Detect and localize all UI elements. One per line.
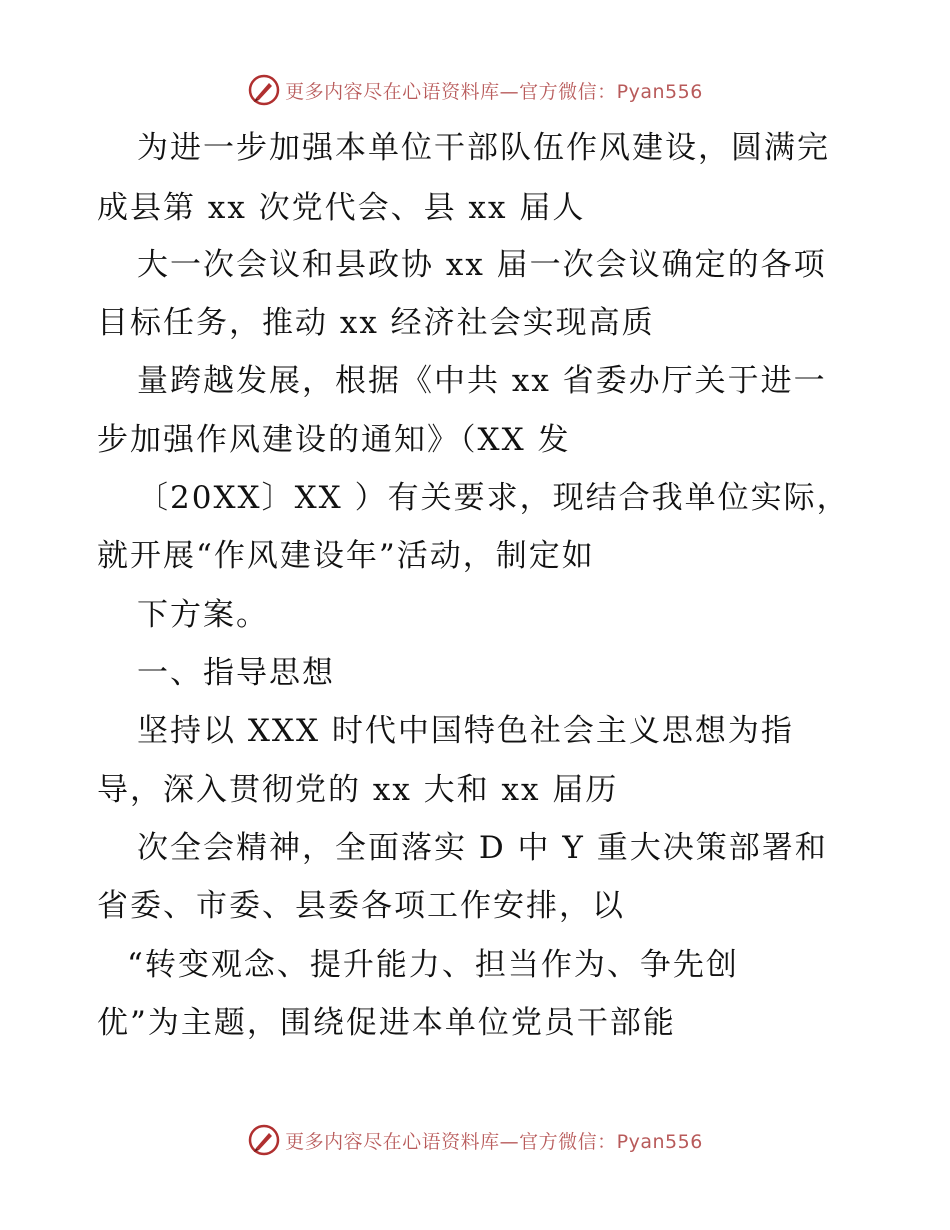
text-line: 次全会精神，全面落实 D 中 Y 重大决策部署和 xyxy=(137,830,828,866)
text-line: 步加强作风建设的通知》（XX 发 xyxy=(97,422,571,458)
text-line: 就开展“作风建设年”活动，制定如 xyxy=(97,538,595,574)
text-line: 坚持以 XXX 时代中国特色社会主义思想为指 xyxy=(137,713,794,749)
text-line: “转变观念、提升能力、担当作为、争先创 xyxy=(127,947,739,983)
text-line: 导，深入贯彻党的 xx 大和 xx 届历 xyxy=(97,772,619,808)
text-line: 省委、市委、县委各项工作安排，以 xyxy=(97,888,625,924)
text-line: 成县第 xx 次党代会、县 xx 届人 xyxy=(97,190,586,226)
text-line: 下方案。 xyxy=(137,597,269,633)
text-line: 〔20XX〕XX ）有关要求，现结合我单位实际， xyxy=(137,480,850,516)
text-line: 目标任务，推动 xx 经济社会实现高质 xyxy=(97,305,655,341)
pen-circle-logo-icon xyxy=(247,73,281,107)
text-line: 大一次会议和县政协 xx 届一次会议确定的各项 xyxy=(137,247,827,283)
text-line: 为进一步加强本单位干部队伍作风建设，圆满完 xyxy=(137,130,830,166)
footer-watermark-text: 更多内容尽在心语资料库—官方微信：Pyan556 xyxy=(285,1130,703,1153)
header-watermark-text: 更多内容尽在心语资料库—官方微信：Pyan556 xyxy=(285,80,703,103)
header-watermark-banner xyxy=(0,70,950,110)
text-line: 量跨越发展，根据《中共 xx 省委办厅关于进一 xyxy=(137,363,827,399)
pen-circle-logo-icon xyxy=(247,1123,281,1157)
footer-watermark-banner xyxy=(0,1120,950,1160)
text-line: 优”为主题，围绕促进本单位党员干部能 xyxy=(97,1005,676,1041)
section-heading: 一、指导思想 xyxy=(137,655,335,691)
